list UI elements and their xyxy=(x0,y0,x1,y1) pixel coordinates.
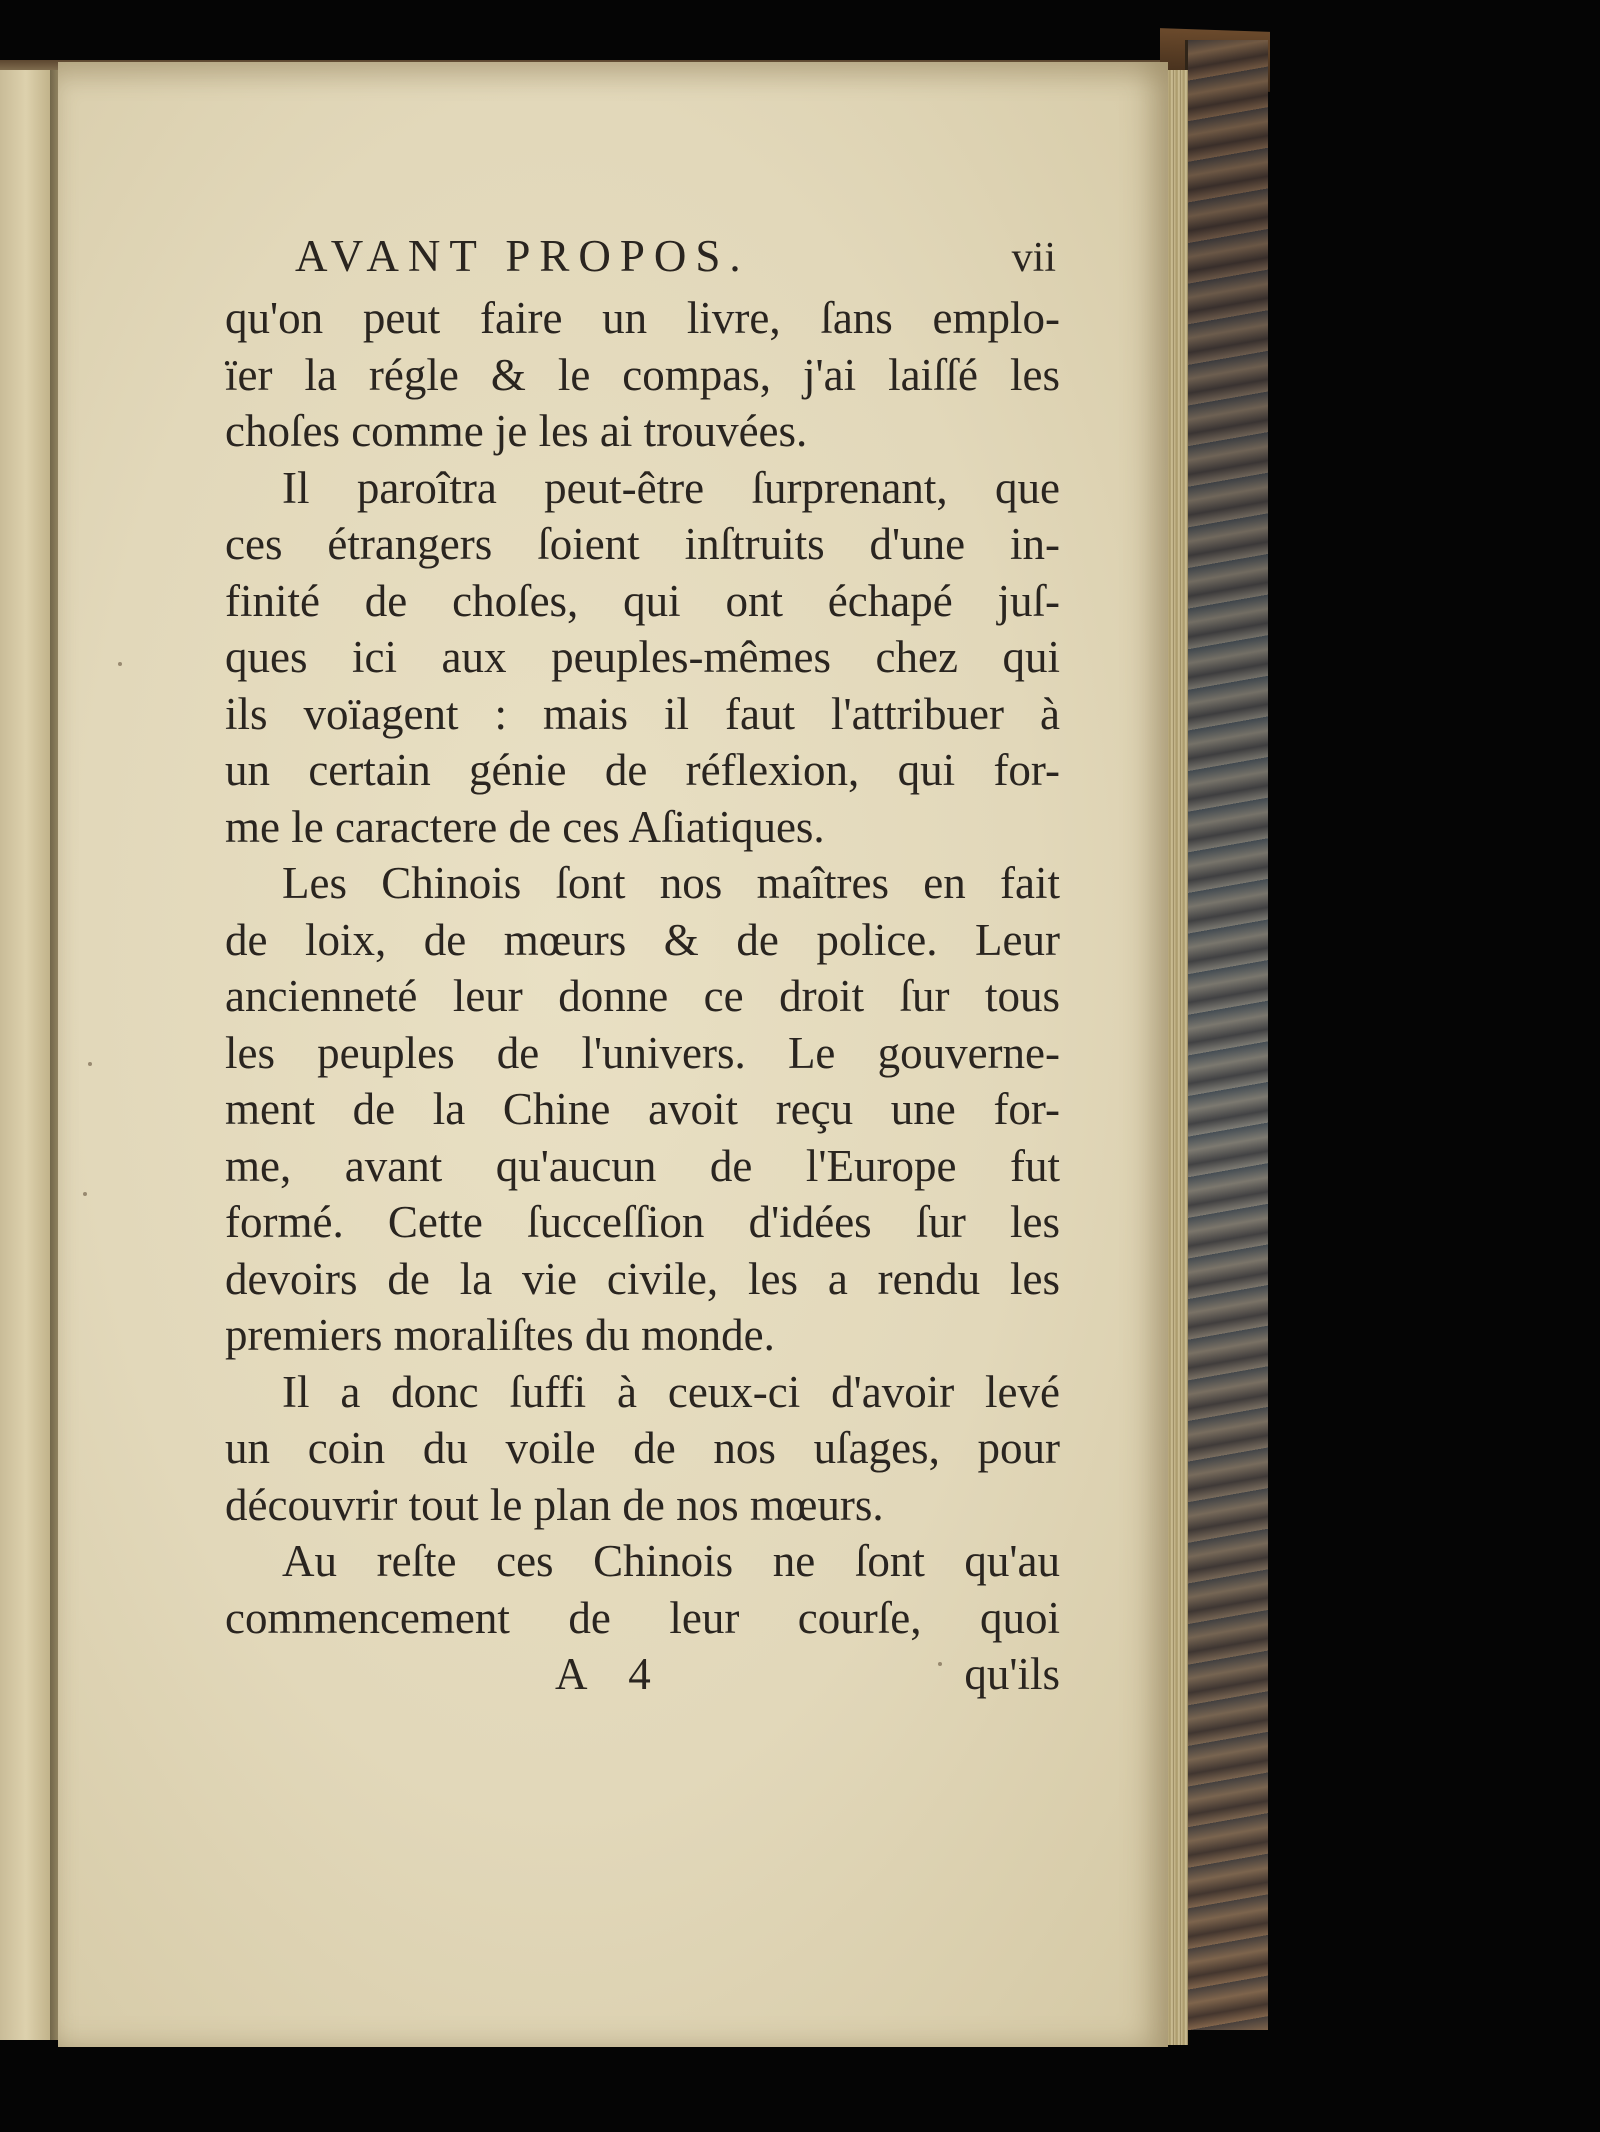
text-line: de loix, de mœurs & de police. Leur xyxy=(225,914,1060,965)
text-line: un coin du voile de nos uſages, pour xyxy=(225,1423,1060,1473)
body-text xyxy=(225,290,1060,1646)
text-line: me, avant qu'aucun de l'Europe fut xyxy=(225,1140,1060,1191)
signature-mark: A 4 xyxy=(555,1649,667,1699)
text-line: choſes comme je les ai trouvées. xyxy=(225,406,808,456)
text-line: un certain génie de réflexion, qui for- xyxy=(225,745,1060,795)
text-line: ces étrangers ſoient inſtruits d'une in- xyxy=(225,519,1060,569)
text-line: Au reſte ces Chinois ne ſont qu'au xyxy=(282,1536,1060,1586)
paper-speck xyxy=(88,1062,92,1066)
page-footer xyxy=(225,1646,1060,1706)
paper-speck xyxy=(118,662,122,666)
text-line: ils voïagent : mais il faut l'attribuer à xyxy=(225,688,1060,739)
text-line: premiers moraliſtes du monde. xyxy=(225,1310,775,1360)
text-line: Il a donc ſuffi à ceux-ci d'avoir levé xyxy=(282,1366,1060,1417)
marbled-cover xyxy=(1185,40,1268,2030)
text-line: ment de la Chine avoit reçu une for- xyxy=(225,1084,1060,1134)
page-number: vii xyxy=(1011,235,1056,281)
text-line: finité de choſes, qui ont échapé juſ- xyxy=(225,575,1060,626)
text-line: ques ici aux peuples-mêmes chez qui xyxy=(225,632,1060,682)
text-line: les peuples de l'univers. Le gouverne- xyxy=(225,1027,1060,1078)
text-line: ïer la régle & le compas, j'ai laiſſé les xyxy=(225,349,1060,400)
text-line: formé. Cette ſucceſſion d'idées ſur les xyxy=(225,1197,1060,1247)
text-line: qu'on peut faire un livre, ſans emplo- xyxy=(225,293,1060,343)
catchword: qu'ils xyxy=(964,1649,1060,1699)
running-header xyxy=(225,228,1060,290)
text-line: devoirs de la vie civile, les a rendu les xyxy=(225,1253,1060,1304)
running-head: AVANT PROPOS. xyxy=(295,231,750,281)
text-line: me le caractere de ces Aſiatiques. xyxy=(225,801,825,852)
text-block xyxy=(225,228,1060,1706)
text-line: Les Chinois ſont nos maîtres en fait xyxy=(282,858,1060,908)
text-line: Il paroîtra peut-être ſurprenant, que xyxy=(282,462,1060,513)
text-line: découvrir tout le plan de nos mœurs. xyxy=(225,1479,884,1530)
paper-speck xyxy=(83,1192,87,1196)
text-line: commencement de leur courſe, quoi xyxy=(225,1592,1060,1643)
text-line: ancienneté leur donne ce droit ſur tous xyxy=(225,971,1060,1021)
